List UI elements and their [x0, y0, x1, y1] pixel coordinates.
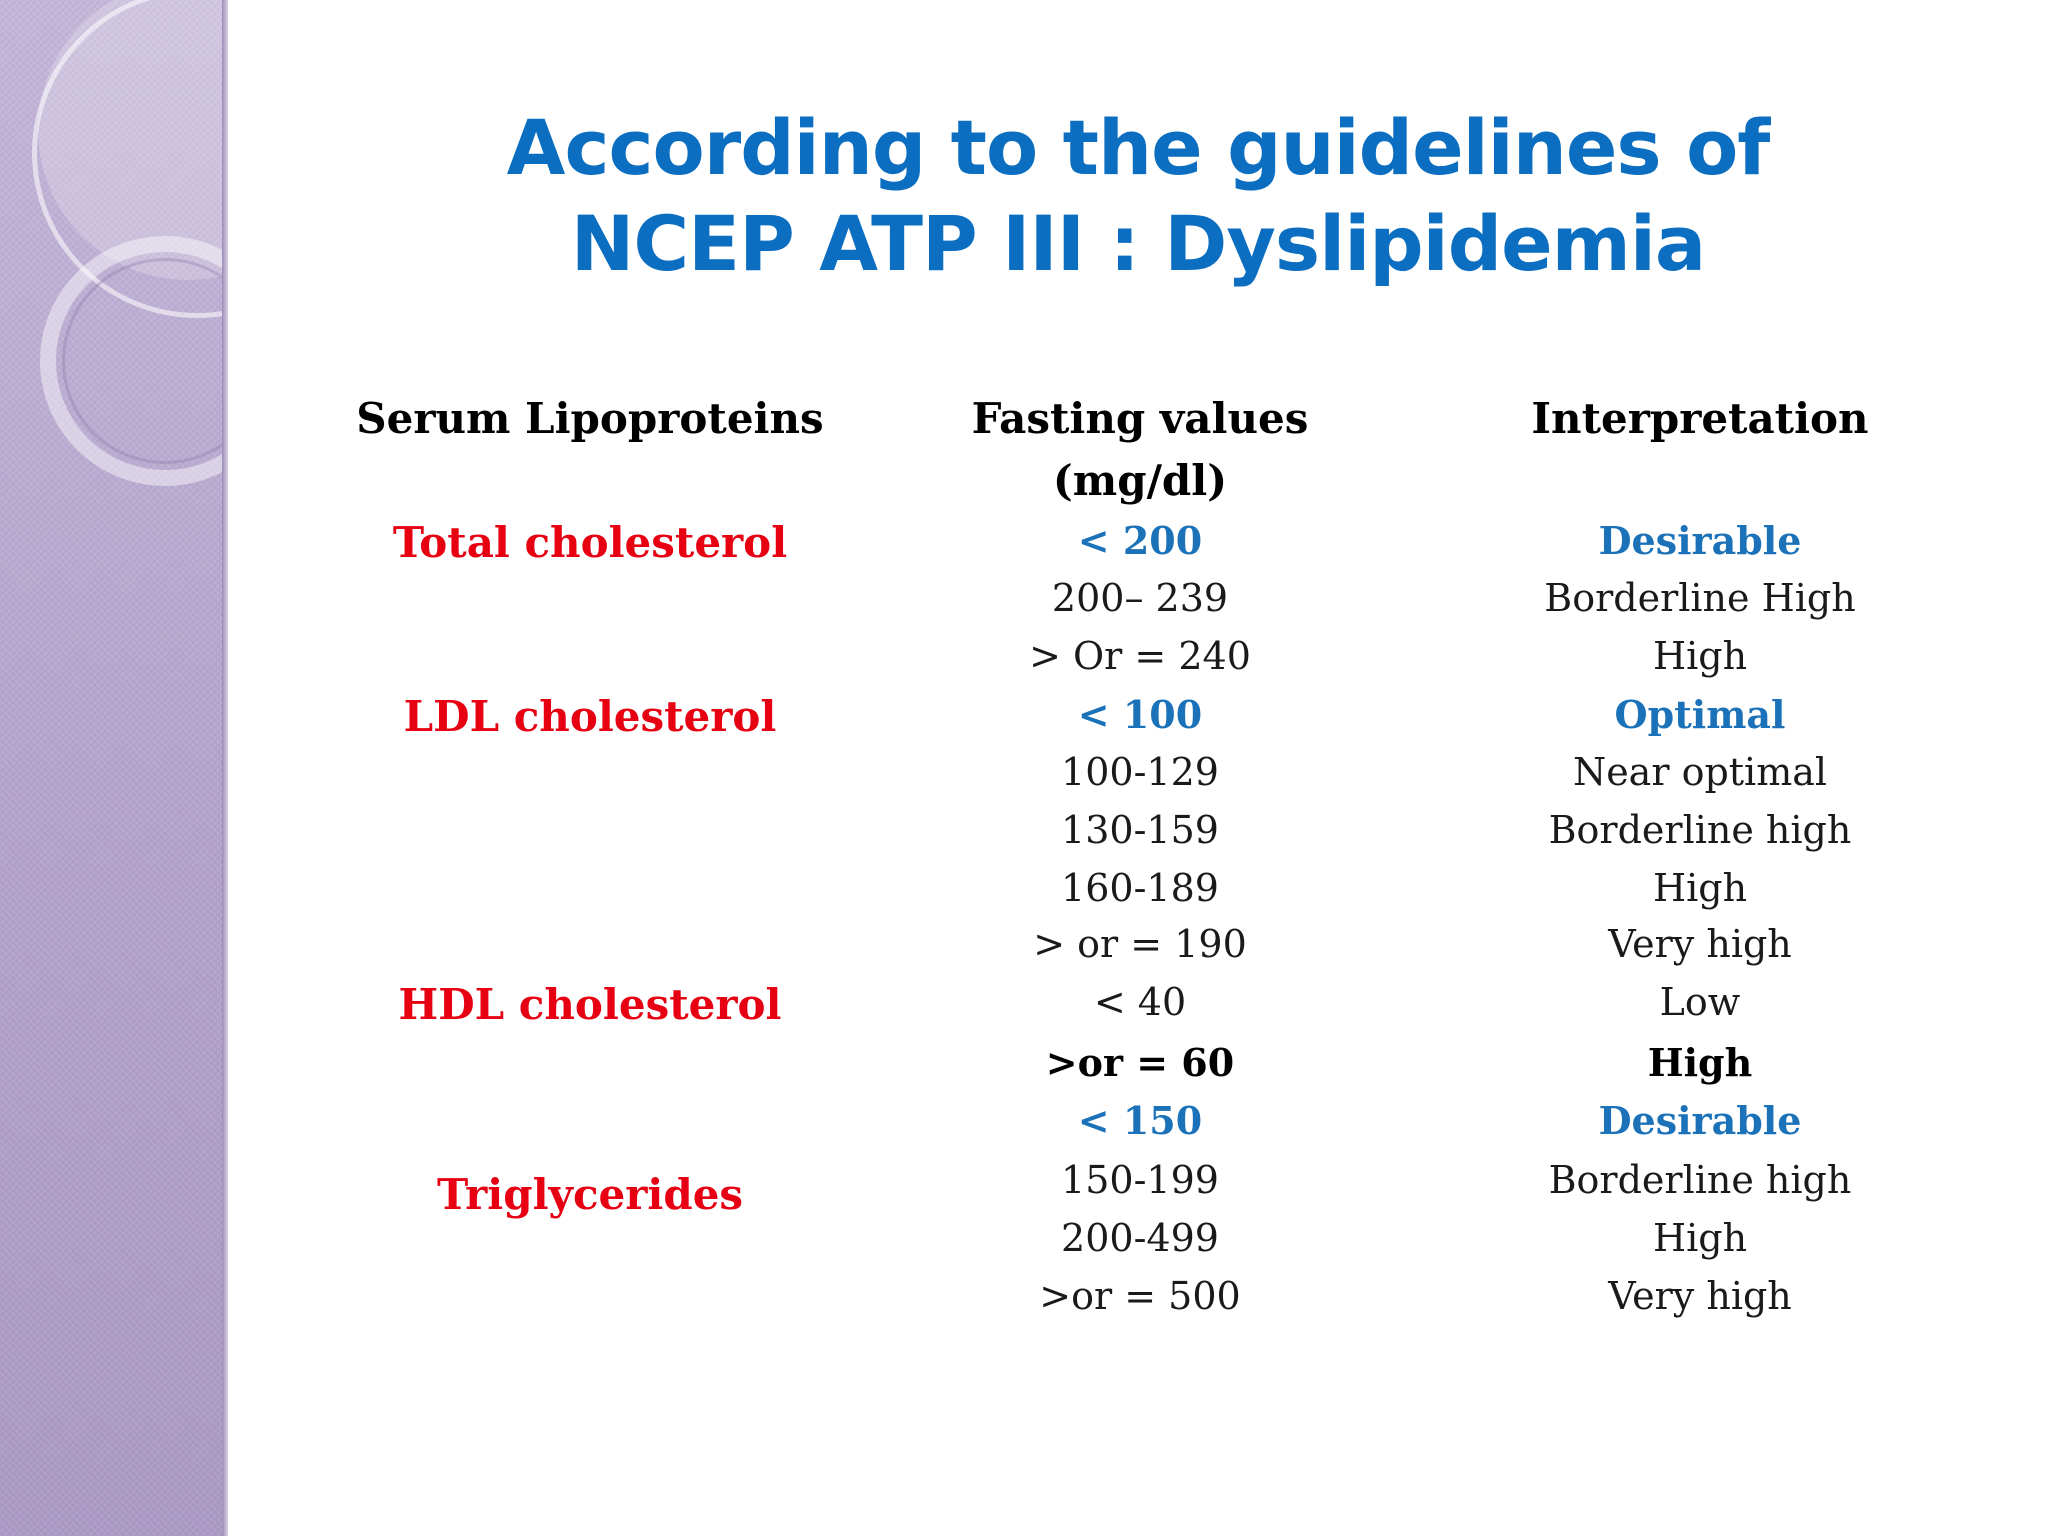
interpretation-value: Borderline High	[1544, 576, 1856, 620]
interpretation-value: Desirable	[1598, 518, 1802, 563]
fasting-value: 100-129	[1061, 750, 1219, 794]
interpretation-value: Low	[1659, 980, 1741, 1024]
interpretation-value: Borderline high	[1548, 1158, 1852, 1202]
header-interpretation: Interpretation	[1531, 394, 1869, 443]
lipoprotein-total-cholesterol: Total cholesterol	[392, 518, 788, 567]
fasting-value: < 100	[1077, 692, 1203, 737]
interpretation-value: High	[1652, 634, 1748, 678]
fasting-value: < 200	[1077, 518, 1203, 563]
interpretation-value: Borderline high	[1548, 808, 1852, 852]
interpretation-value: Optimal	[1614, 692, 1786, 737]
interpretation-value: High	[1652, 866, 1748, 910]
slide-title-line-1: According to the guidelines of	[506, 103, 1770, 192]
header-serum-lipoproteins: Serum Lipoproteins	[356, 394, 824, 443]
interpretation-value: Very high	[1608, 1274, 1792, 1318]
fasting-value: 150-199	[1061, 1158, 1219, 1202]
interpretation-value: Desirable	[1598, 1098, 1802, 1143]
lipoprotein-hdl-cholesterol: HDL cholesterol	[398, 980, 782, 1029]
interpretation-value: High	[1652, 1216, 1748, 1260]
lipoprotein-triglycerides: Triglycerides	[436, 1170, 744, 1219]
header-fasting-values: Fasting values	[971, 394, 1309, 443]
fasting-value: < 40	[1093, 980, 1187, 1024]
interpretation-value: Very high	[1608, 922, 1792, 966]
fasting-value: 160-189	[1061, 866, 1219, 910]
fasting-value: >or = 500	[1039, 1274, 1241, 1318]
interpretation-value: High	[1647, 1040, 1753, 1085]
fasting-value: >or = 60	[1045, 1040, 1235, 1085]
lipoprotein-ldl-cholesterol: LDL cholesterol	[403, 692, 777, 741]
interpretation-value: Near optimal	[1572, 750, 1828, 794]
fasting-value: > Or = 240	[1029, 634, 1251, 678]
slide-title-line-2: NCEP ATP III : Dyslipidemia	[570, 199, 1706, 288]
fasting-value: 200-499	[1061, 1216, 1219, 1260]
fasting-value: 130-159	[1061, 808, 1219, 852]
header-fasting-unit: (mg/dl)	[1052, 456, 1228, 505]
fasting-value: < 150	[1077, 1098, 1203, 1143]
fasting-value: > or = 190	[1033, 922, 1247, 966]
fasting-value: 200– 239	[1051, 576, 1229, 620]
decorative-sidebar	[0, 0, 228, 1536]
